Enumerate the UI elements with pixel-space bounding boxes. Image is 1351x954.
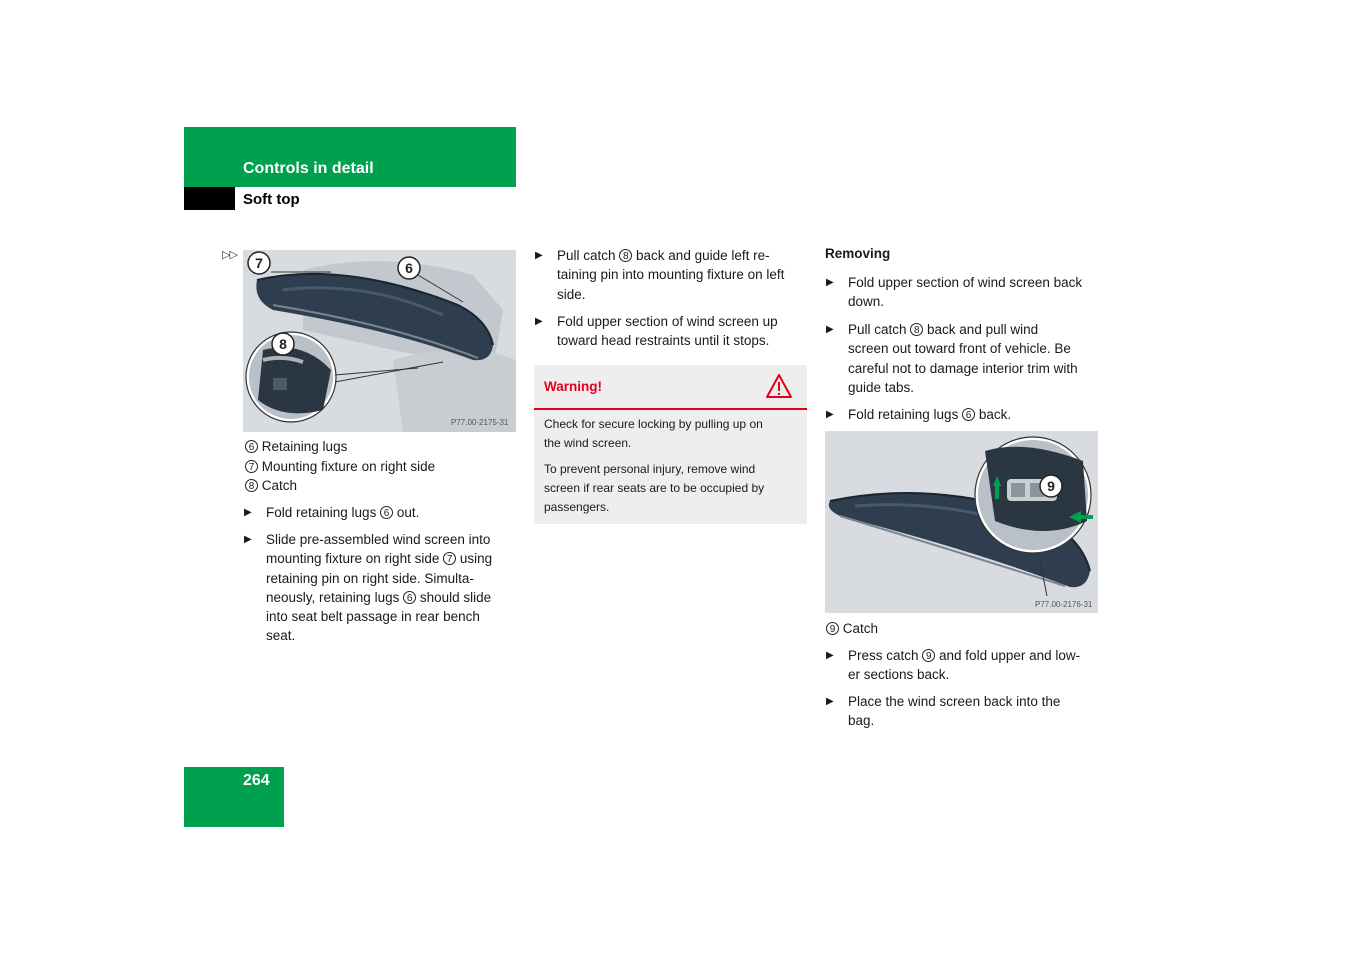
- header-bar: [184, 127, 516, 187]
- warning-triangle-icon: [765, 373, 793, 399]
- legend-item-catch: 8 Catch: [245, 476, 297, 495]
- step-slide-wind-screen: ▶ Slide pre-assembled wind screen into mounting fixture on right side 7 using retaining pin on right side. Simulta- neously, retaining lugs 6 should slide into seat belt passage in rear bench seat.: [244, 532, 493, 644]
- figure-code: P77.00-2176-31: [1035, 600, 1093, 609]
- bullet-icon: ▶: [826, 650, 834, 661]
- warning-text-locking: Check for secure locking by pulling up on the wind screen.: [544, 417, 763, 450]
- warning-title: Warning!: [544, 379, 602, 394]
- legend-item-retaining-lugs: 6 Retaining lugs: [245, 437, 347, 456]
- bullet-icon: ▶: [826, 409, 834, 420]
- bullet-icon: ▶: [244, 507, 252, 518]
- callout-9: 9: [1047, 478, 1055, 494]
- removing-heading: Removing: [825, 246, 891, 261]
- step-press-catch: ▶ Press catch 9 and fold upper and low- er sections back.: [826, 648, 1081, 683]
- legend-item-mounting-fixture: 7 Mounting fixture on right side: [245, 457, 435, 476]
- wind-screen-remove-figure: [825, 431, 1098, 613]
- callout-6: 6: [405, 260, 413, 276]
- step-pull-catch-guide: ▶ Pull catch 8 back and guide left re- taining pin into mounting fixture on left side.: [535, 248, 785, 302]
- step-pull-catch-remove: ▶ Pull catch 8 back and pull wind screen out toward front of vehicle. Be careful not to damage interior trim with guide tabs.: [826, 322, 1078, 395]
- continuation-marker: ▷▷: [222, 249, 237, 261]
- bullet-icon: ▶: [535, 316, 543, 327]
- section-title: Controls in detail: [243, 160, 374, 177]
- subsection-title: Soft top: [243, 191, 300, 208]
- step-fold-lugs-out: ▶ Fold retaining lugs 6 out.: [266, 503, 419, 522]
- legend-item-catch-9: 9 Catch: [826, 619, 878, 638]
- page-number: 264: [243, 772, 270, 789]
- bullet-icon: ▶: [826, 696, 834, 707]
- bullet-icon: ▶: [826, 324, 834, 335]
- wind-screen-remove-illustration: [825, 431, 1098, 613]
- wind-screen-install-figure: [243, 250, 516, 432]
- callout-7: 7: [255, 255, 263, 271]
- step-fold-lugs-back: ▶ Fold retaining lugs 6 back.: [848, 405, 1103, 424]
- warning-header: [534, 365, 807, 410]
- bullet-icon: ▶: [826, 277, 834, 288]
- wind-screen-install-illustration: [243, 250, 516, 432]
- step-place-in-bag: ▶ Place the wind screen back into the bag.: [826, 694, 1061, 729]
- warning-text-injury: To prevent personal injury, remove wind screen if rear seats are to be occupied by passengers.: [544, 462, 765, 514]
- step-fold-upper-up: ▶ Fold upper section of wind screen up toward head restraints until it stops.: [535, 314, 778, 349]
- bullet-icon: ▶: [535, 250, 543, 261]
- figure-code: P77.00-2175-31: [451, 418, 509, 427]
- step-fold-upper-down: ▶ Fold upper section of wind screen back down.: [826, 275, 1083, 310]
- warning-box: [534, 365, 807, 524]
- callout-8: 8: [279, 336, 287, 352]
- bullet-icon: ▶: [244, 534, 252, 545]
- header-tab-marker: [184, 187, 235, 210]
